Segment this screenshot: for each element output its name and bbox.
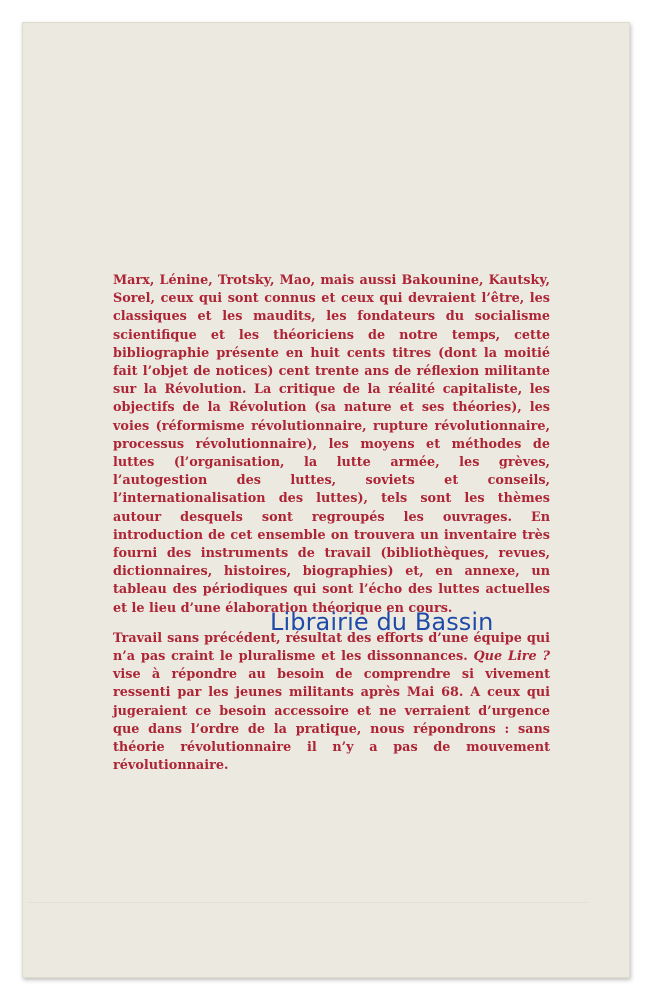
book-title-italic: Que Lire ? — [473, 649, 551, 665]
blurb-paragraph-2: Travail sans précédent, résultat des efforts d’une équipe qui n’a pas craint le pluralisme et les dissonnances. Que Lire ? vise à répondre au besoin de comprendre si vivement ressenti par les jeunes militants après Mai 68. A ceux qui jugeraient ce besoin accessoire et ne verraient d’urgence que dans l’ordre de la pratique, nous répondrons : sans théorie révolutionnaire il n’y a pas de mouvement révolutionnaire. — [113, 630, 551, 774]
blurb-text — [113, 272, 550, 775]
seller-watermark: Librairie du Bassin — [270, 608, 494, 636]
blurb-paragraph-1: Marx, Lénine, Trotsky, Mao, mais aussi Bakounine, Kautsky, Sorel, ceux qui sont connus et ceux qui devraient l’être, les classiques et les maudits, les fondateurs du socialisme scientifique et les théoriciens de notre temps, cette bibliographie présente en huit cents titres (dont la moitié fait l’objet de notices) cent trente ans de réflexion militante sur la Révolution. La critique de la réalité capitaliste, les objectifs de la Révolution (sa nature et ses théories), les voies (réformisme révolutionnaire, rupture révolutionnaire, processus révolutionnaire), les moyens et méthodes de luttes (l’organisation, la lutte armée, les grèves, l’autogestion des luttes, soviets et conseils, l’internationalisation des luttes), tels sont les thèmes autour desquels sont regroupés les ouvrages. En introduction de cet ensemble on trouvera un inventaire très fourni des instruments de travail (bibliothèques, revues, dictionnaires, histoires, biographies) et, en annexe, un tableau des périodiques qui sont l’écho des luttes actuelles et le lieu d’une élaboration théorique en cours. — [113, 273, 550, 616]
